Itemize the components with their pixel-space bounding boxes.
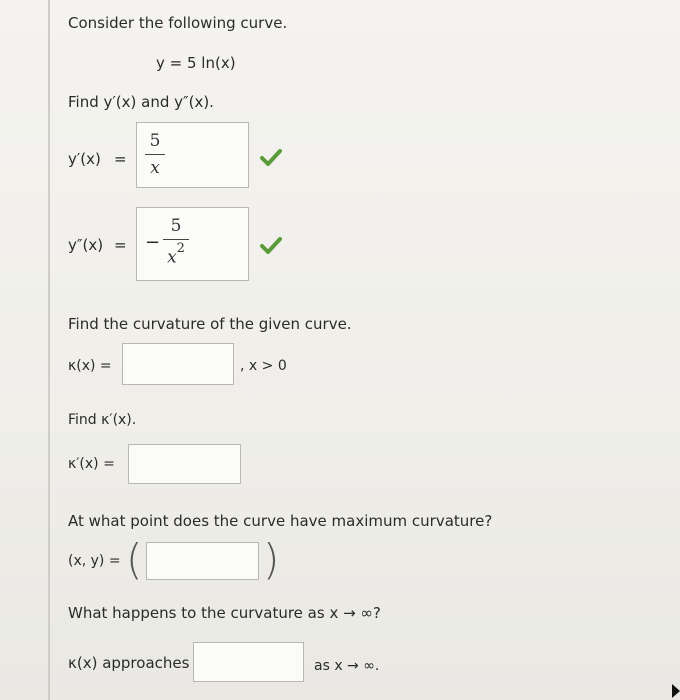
ydoubleprime-label: y″(x) bbox=[68, 236, 104, 254]
kappa-input[interactable] bbox=[122, 343, 234, 385]
fraction-bar bbox=[163, 239, 189, 240]
ydoubleprime-denominator: x bbox=[167, 247, 177, 268]
curve-equation: y = 5 ln(x) bbox=[156, 54, 236, 72]
ydoubleprime-equals: = bbox=[114, 236, 127, 254]
ydoubleprime-answer-box[interactable] bbox=[136, 207, 249, 281]
find-derivatives-text: Find y′(x) and y″(x). bbox=[68, 93, 214, 111]
infinity-prompt: What happens to the curvature as x → ∞? bbox=[68, 604, 381, 622]
fraction-bar bbox=[145, 154, 165, 155]
kappa-label: κ(x) = bbox=[68, 358, 112, 374]
kappa-prime-label: κ′(x) = bbox=[68, 456, 115, 472]
approaches-input[interactable] bbox=[193, 642, 304, 682]
correct-check-icon bbox=[260, 148, 282, 166]
kappa-prime-prompt: Find κ′(x). bbox=[68, 412, 137, 428]
yprime-denominator: x bbox=[150, 158, 160, 178]
yprime-fraction bbox=[145, 131, 165, 178]
kappa-condition: , x > 0 bbox=[240, 358, 287, 374]
max-curvature-prompt: At what point does the curve have maximum curvature? bbox=[68, 512, 493, 530]
yprime-label: y′(x) bbox=[68, 150, 101, 168]
ydoubleprime-denominator-group bbox=[167, 243, 185, 268]
ydoubleprime-sign: − bbox=[145, 232, 161, 253]
approaches-suffix: as x → ∞. bbox=[314, 658, 380, 674]
page-border bbox=[48, 0, 50, 700]
ydoubleprime-numerator: 5 bbox=[170, 216, 182, 236]
open-paren: ( bbox=[126, 535, 143, 584]
curvature-prompt: Find the curvature of the given curve. bbox=[68, 315, 352, 333]
approaches-label: κ(x) approaches bbox=[68, 654, 190, 672]
page-edge-arrow-icon bbox=[672, 684, 680, 698]
correct-check-icon bbox=[260, 236, 282, 254]
intro-text: Consider the following curve. bbox=[68, 14, 288, 32]
yprime-numerator: 5 bbox=[149, 131, 161, 151]
close-paren: ) bbox=[263, 535, 280, 584]
yprime-equals: = bbox=[114, 150, 127, 168]
ydoubleprime-fraction bbox=[163, 216, 189, 268]
point-input[interactable] bbox=[146, 542, 259, 580]
point-label: (x, y) = bbox=[68, 553, 121, 569]
kappa-prime-input[interactable] bbox=[128, 444, 241, 484]
yprime-answer-box[interactable] bbox=[136, 122, 249, 188]
ydoubleprime-exponent: 2 bbox=[176, 241, 185, 256]
